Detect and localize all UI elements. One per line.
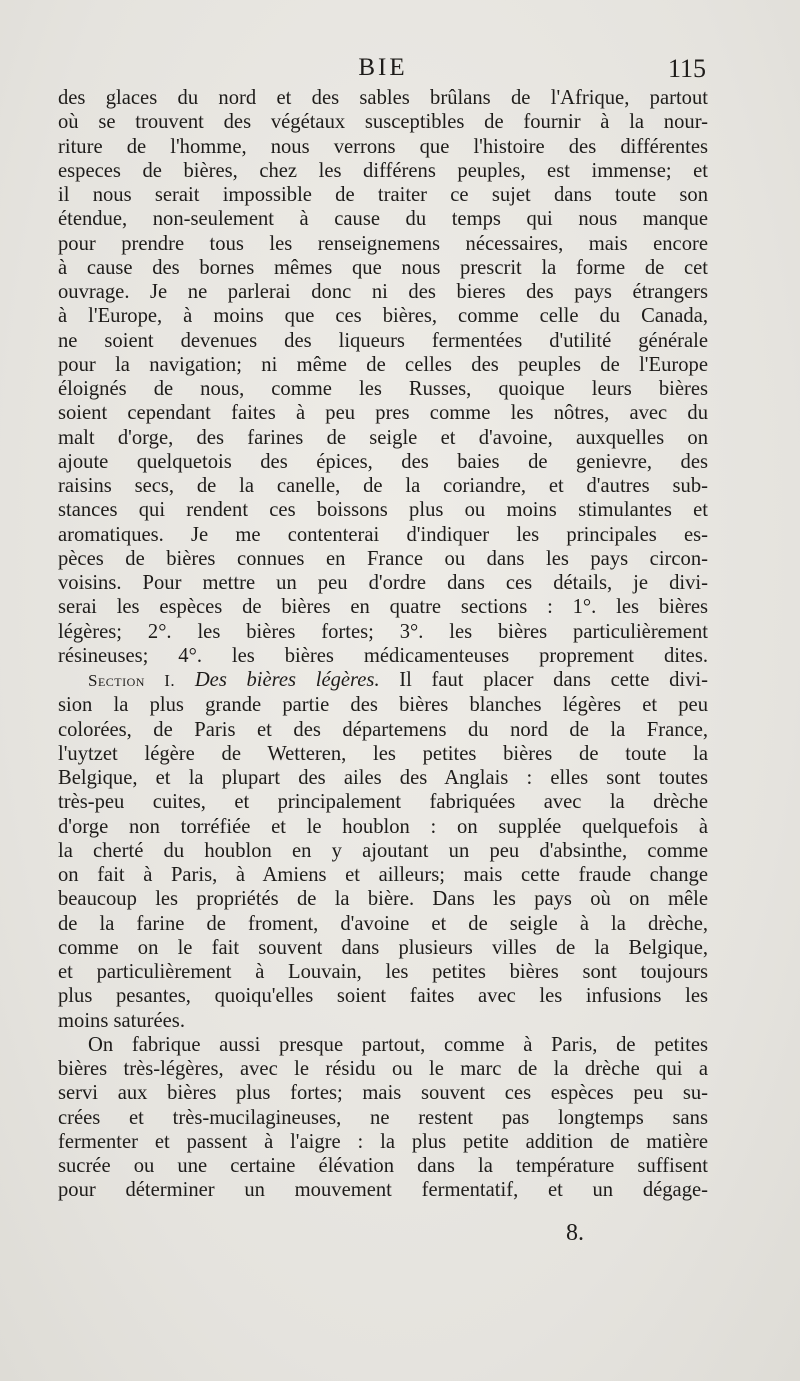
- text-line: éloignés de nous, comme les Russes, quoique leurs bières: [58, 378, 708, 400]
- text-line: pour prendre tous les renseignemens nécessaires, mais encore: [58, 232, 708, 255]
- text-line: especes de bières, chez les différens peuples, est immense; et: [58, 159, 708, 182]
- text-line: colorées, de Paris et des départemens du nord de la France,: [58, 718, 708, 741]
- page-header: [60, 54, 706, 90]
- text-line: il nous serait impossible de traiter ce sujet dans toute son: [58, 184, 708, 206]
- text-line: pour déterminer un mouvement fermentatif, et un dégage-: [58, 1179, 708, 1202]
- text-line: pour la navigation; ni même de celles des peuples de l'Europe: [58, 353, 708, 376]
- text-line: aromatiques. Je me contenterai d'indiquer les principales es-: [58, 523, 708, 546]
- text-line: sucrée ou une certaine élévation dans la température suffisent: [58, 1155, 708, 1177]
- text-line: moins saturées.: [58, 1009, 185, 1032]
- text-line: stances qui rendent ces boissons plus ou moins stimulantes et: [58, 499, 708, 522]
- text-line: Belgique, et la plupart des ailes des Anglais : elles sont toutes: [58, 767, 708, 789]
- text-line: on fait à Paris, à Amiens et ailleurs; mais cette fraude change: [58, 864, 708, 886]
- paragraph-intro: [58, 86, 708, 668]
- text-line: à l'Europe, à moins que ces bières, comme celle du Canada,: [58, 305, 708, 328]
- text-line: raisins secs, de la canelle, de la coriandre, et d'autres sub-: [58, 475, 708, 497]
- text-line: légères; 2°. les bières fortes; 3°. les bières particulièrement: [58, 620, 708, 643]
- text-line: ouvrage. Je ne parlerai donc ni des bieres des pays étrangers: [58, 281, 708, 303]
- text-line: fermenter et passent à l'aigre : la plus petite addition de matière: [58, 1130, 708, 1153]
- paragraph-small-beers: [58, 1033, 708, 1203]
- text-line: très-peu cuites, et principalement fabriquées avec la drèche: [58, 791, 708, 814]
- text-line: la cherté du houblon en y ajoutant un peu d'absinthe, comme: [58, 839, 708, 862]
- text-line: de la farine de froment, d'avoine et de seigle à la drèche,: [58, 912, 708, 935]
- section-text: [58, 693, 708, 1033]
- text-line: ajoute quelquetois des épices, des baies de genievre, des: [58, 450, 708, 473]
- section-label: Section I.: [88, 671, 176, 690]
- section-first-line-text: Il faut placer dans cette divi-: [399, 669, 708, 691]
- text-line: étendue, non-seulement à cause du temps qui nous manque: [58, 208, 708, 231]
- text-line: d'orge non torréfiée et le houblon : on supplée quelquefois à: [58, 815, 708, 838]
- text-line: voisins. Pour mettre un peu d'ordre dans ces détails, je divi-: [58, 572, 708, 594]
- text-line: beaucoup les propriétés de la bière. Dans les pays où on mêle: [58, 888, 708, 911]
- text-line: l'uytzet légère de Wetteren, les petites bières de toute la: [58, 742, 708, 765]
- text-line: pèces de bières connues en France ou dans les pays circon-: [58, 547, 708, 570]
- text-line: où se trouvent des végétaux susceptibles de fournir à la nour-: [58, 111, 708, 134]
- section-light-beers: [58, 668, 708, 1033]
- running-head: BIE: [358, 54, 408, 81]
- text-line: soient cependant faites à peu pres comme les nôtres, avec du: [58, 402, 708, 425]
- text-line: comme on le fait souvent dans plusieurs villes de la Belgique,: [58, 936, 708, 959]
- text-line: bières très-légères, avec le résidu ou le marc de la drèche qui a: [58, 1058, 708, 1080]
- text-line: On fabrique aussi presque partout, comme à Paris, de petites: [88, 1033, 708, 1056]
- text-line: sion la plus grande partie des bières blanches légères et peu: [58, 694, 708, 717]
- text-line: résineuses; 4°. les bières médicamenteuses proprement dites.: [58, 644, 708, 667]
- text-line: servi aux bières plus fortes; mais souvent ces espèces peu su-: [58, 1082, 708, 1105]
- text-line: à cause des bornes mêmes que nous prescrit la forme de cet: [58, 256, 708, 279]
- text-line: malt d'orge, des farines de seigle et d'avoine, auxquelles on: [58, 426, 708, 449]
- section-title: Des bières légères.: [194, 669, 380, 691]
- text-line: riture de l'homme, nous verrons que l'histoire des différentes: [58, 135, 708, 158]
- text-line: des glaces du nord et des sables brûlans de l'Afrique, partout: [58, 87, 708, 109]
- text-line: ne soient devenues des liqueurs fermentées d'utilité générale: [58, 329, 708, 352]
- text-line: crées et très-mucilagineuses, ne restent pas longtemps sans: [58, 1106, 708, 1129]
- section-heading-line: [58, 668, 708, 693]
- text-line: et particulièrement à Louvain, les petites bières sont toujours: [58, 961, 708, 983]
- page-body: [58, 86, 708, 1203]
- text-line: serai les espèces de bières en quatre sections : 1°. les bières: [58, 596, 708, 619]
- signature-mark: 8.: [566, 1220, 584, 1246]
- page-number: 115: [667, 54, 706, 83]
- text-line: plus pesantes, quoiqu'elles soient faites avec les infusions les: [58, 985, 708, 1008]
